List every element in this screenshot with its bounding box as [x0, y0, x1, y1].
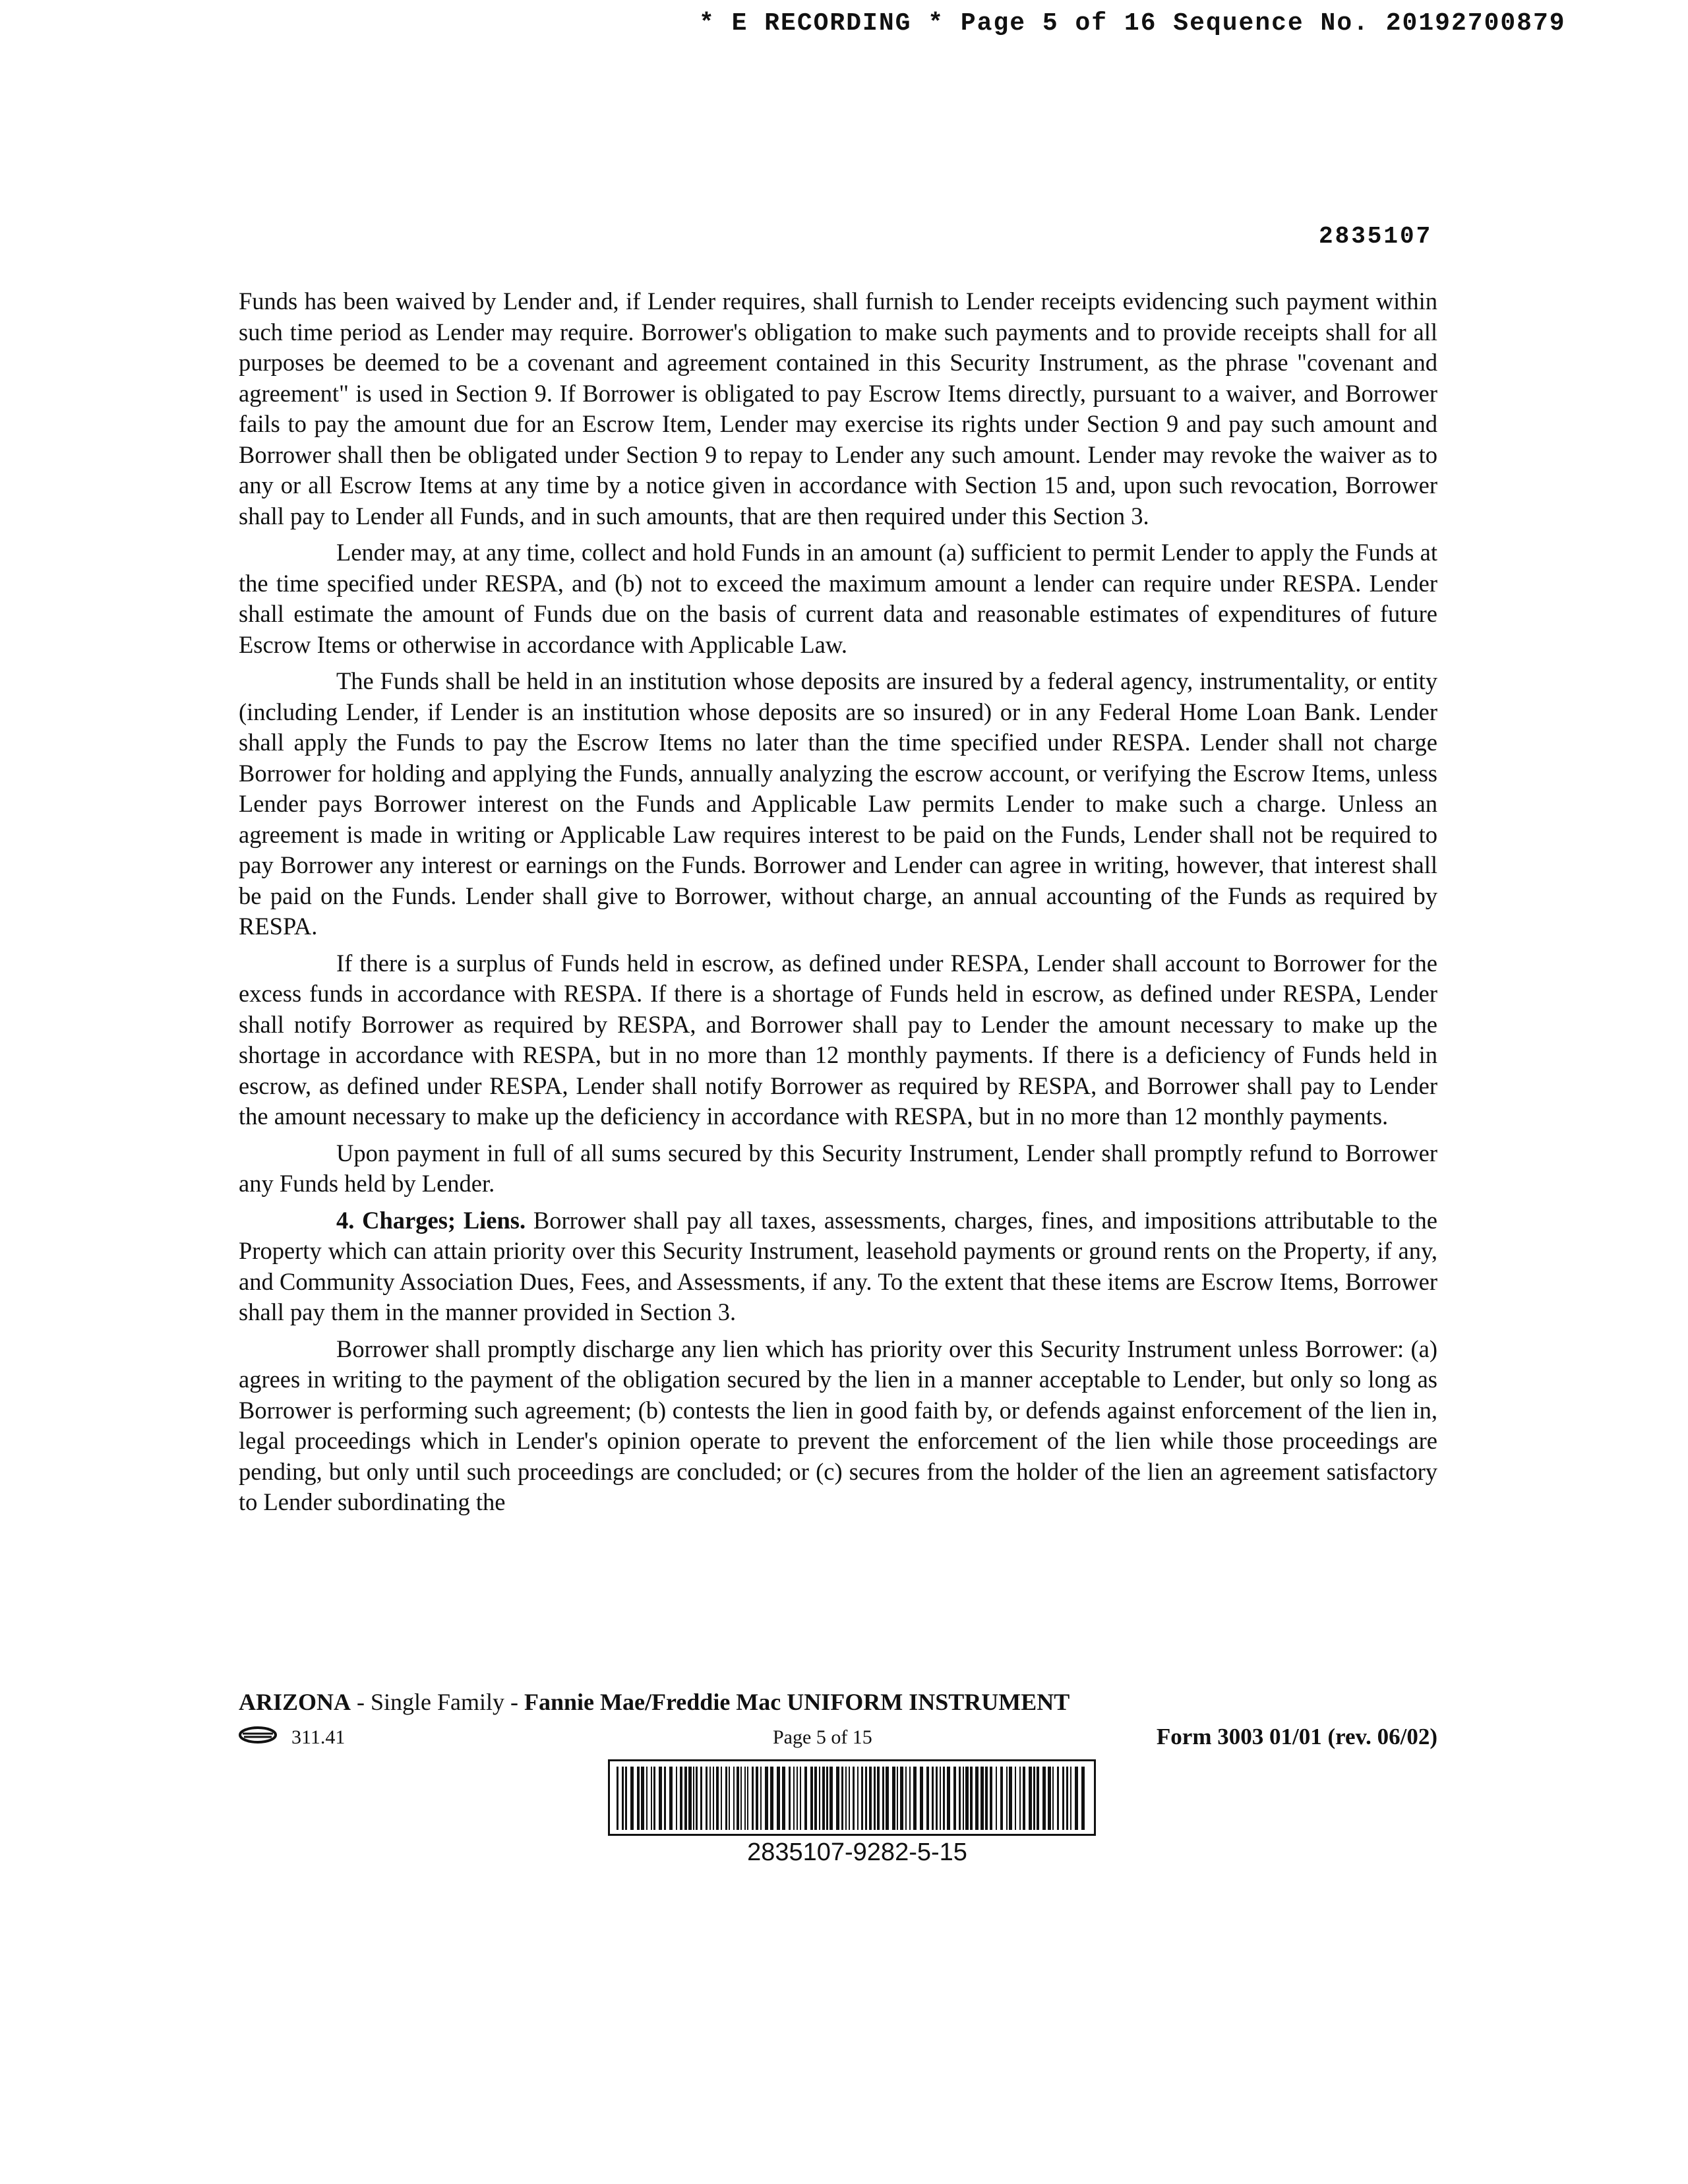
barcode [608, 1759, 1096, 1836]
paragraph: If there is a surplus of Funds held in escrow, as defined under RESPA, Lender shall account to Borrower for the excess funds in accordance with RESPA. If there is a shortage of Funds held in escrow, as defined under RESPA, Lender shall notify Borrower as required by RESPA, and Borrower shall pay to Lender the amount necessary to make up the shortage in accordance with RESPA, but in no more than 12 monthly payments. If there is a deficiency of Funds held in escrow, as defined under RESPA, Lender shall notify Borrower as required by RESPA, and Borrower shall pay to Lender the amount necessary to make up the deficiency in accordance with RESPA, but in no more than 12 monthly payments. [239, 949, 1437, 1130]
paragraph: Upon payment in full of all sums secured by this Security Instrument, Lender shall promptly refund to Borrower any Funds held by Lender. [239, 1139, 1437, 1197]
footer-form-title [239, 1688, 1437, 1716]
barcode-bars [617, 1767, 1087, 1830]
form-code: 311.41 [291, 1726, 346, 1748]
paragraph: The Funds shall be held in an institution whose deposits are insured by a federal agency, instrumentality, or entity (including Lender, if Lender is an institution whose deposits are so insured) or in any Federal Home Loan Bank. Lender shall apply the Funds to pay the Escrow Items no later than the time specified under RESPA. Lender shall not charge Borrower for holding and applying the Funds, annually analyzing the escrow account, or verifying the Escrow Items, unless Lender pays Borrower interest on the Funds and Applicable Law permits Lender to make such a charge. Unless an agreement is made in writing or Applicable Law requires interest to be paid on the Funds, Lender shall not be required to pay Borrower any interest or earnings on the Funds. Borrower and Lender can agree in writing, however, that interest shall be paid on the Funds. Lender shall give to Borrower, without charge, an annual accounting of the Funds as required by RESPA. [239, 667, 1437, 940]
form-logo-icon [239, 1726, 277, 1749]
form-code-group [239, 1726, 345, 1749]
page-label: Page 5 of 15 [773, 1726, 872, 1748]
paragraph: Funds has been waived by Lender and, if Lender requires, shall furnish to Lender receipts evidencing such payment within such time period as Lender may require. Borrower's obligation to make such payments and to provide receipts shall for all purposes be deemed to be a covenant and agreement contained in this Security Instrument, as the phrase "covenant and agreement" is used in Section 9. If Borrower is obligated to pay Escrow Items directly, pursuant to a waiver, and Borrower fails to pay the amount due for an Escrow Item, Lender may exercise its rights under Section 9 and pay such amount and Borrower shall then be obligated under Section 9 to repay to Lender any such amount. Lender may revoke the waiver as to any or all Escrow Items at any time by a notice given in accordance with Section 15 and, upon such revocation, Borrower shall pay to Lender all Funds, and in such amounts, that are then required under this Section 3. [239, 288, 1437, 530]
footer-instrument: Fannie Mae/Freddie Mac UNIFORM INSTRUMENT [524, 1689, 1070, 1715]
document-body [239, 286, 1437, 1524]
section-heading: 4. Charges; Liens. [336, 1206, 526, 1234]
footer-form-info [239, 1725, 1437, 1754]
recording-header: * E RECORDING * Page 5 of 16 Sequence No. 20192700879 [699, 9, 1566, 38]
barcode-number: 2835107-9282-5-15 [747, 1838, 967, 1866]
section-text: Borrower shall pay all taxes, assessments, charges, fines, and impositions attributable to the Property which can attain priority over this Security Instrument, leasehold payments or ground rents on the Property, if any, and Community Association Dues, Fees, and Assessments, if any. To the extent that these items are Escrow Items, Borrower shall pay them in the manner provided in Section 3. [239, 1206, 1437, 1325]
form-number: Form 3003 01/01 (rev. 06/02) [1156, 1724, 1437, 1749]
paragraph: Borrower shall promptly discharge any lien which has priority over this Security Instrument unless Borrower: (a) agrees in writing to the payment of the obligation secured by the lien in a manner acceptable to Lender, but only so long as Borrower is performing such agreement; (b) contests the lien in good faith by, or defends against enforcement of the lien in, legal proceedings which in Lender's opinion operate to prevent the enforcement of the lien while those proceedings are pending, but only until such proceedings are concluded; or (c) secures from the holder of the lien an agreement satisfactory to Lender subordinating the [239, 1335, 1437, 1515]
footer-state: ARIZONA [239, 1689, 351, 1715]
paragraph-section-4 [239, 1205, 1437, 1328]
paragraph: Lender may, at any time, collect and hold Funds in an amount (a) sufficient to permit Lender to apply the Funds at the time specified under RESPA, and (b) not to exceed the maximum amount a lender can require under RESPA. Lender shall estimate the amount of Funds due on the basis of current data and reasonable estimates of expenditures of future Escrow Items or otherwise in accordance with Applicable Law. [239, 539, 1437, 658]
loan-number: 2835107 [1319, 223, 1433, 250]
footer-separator: - Single Family - [351, 1689, 525, 1715]
